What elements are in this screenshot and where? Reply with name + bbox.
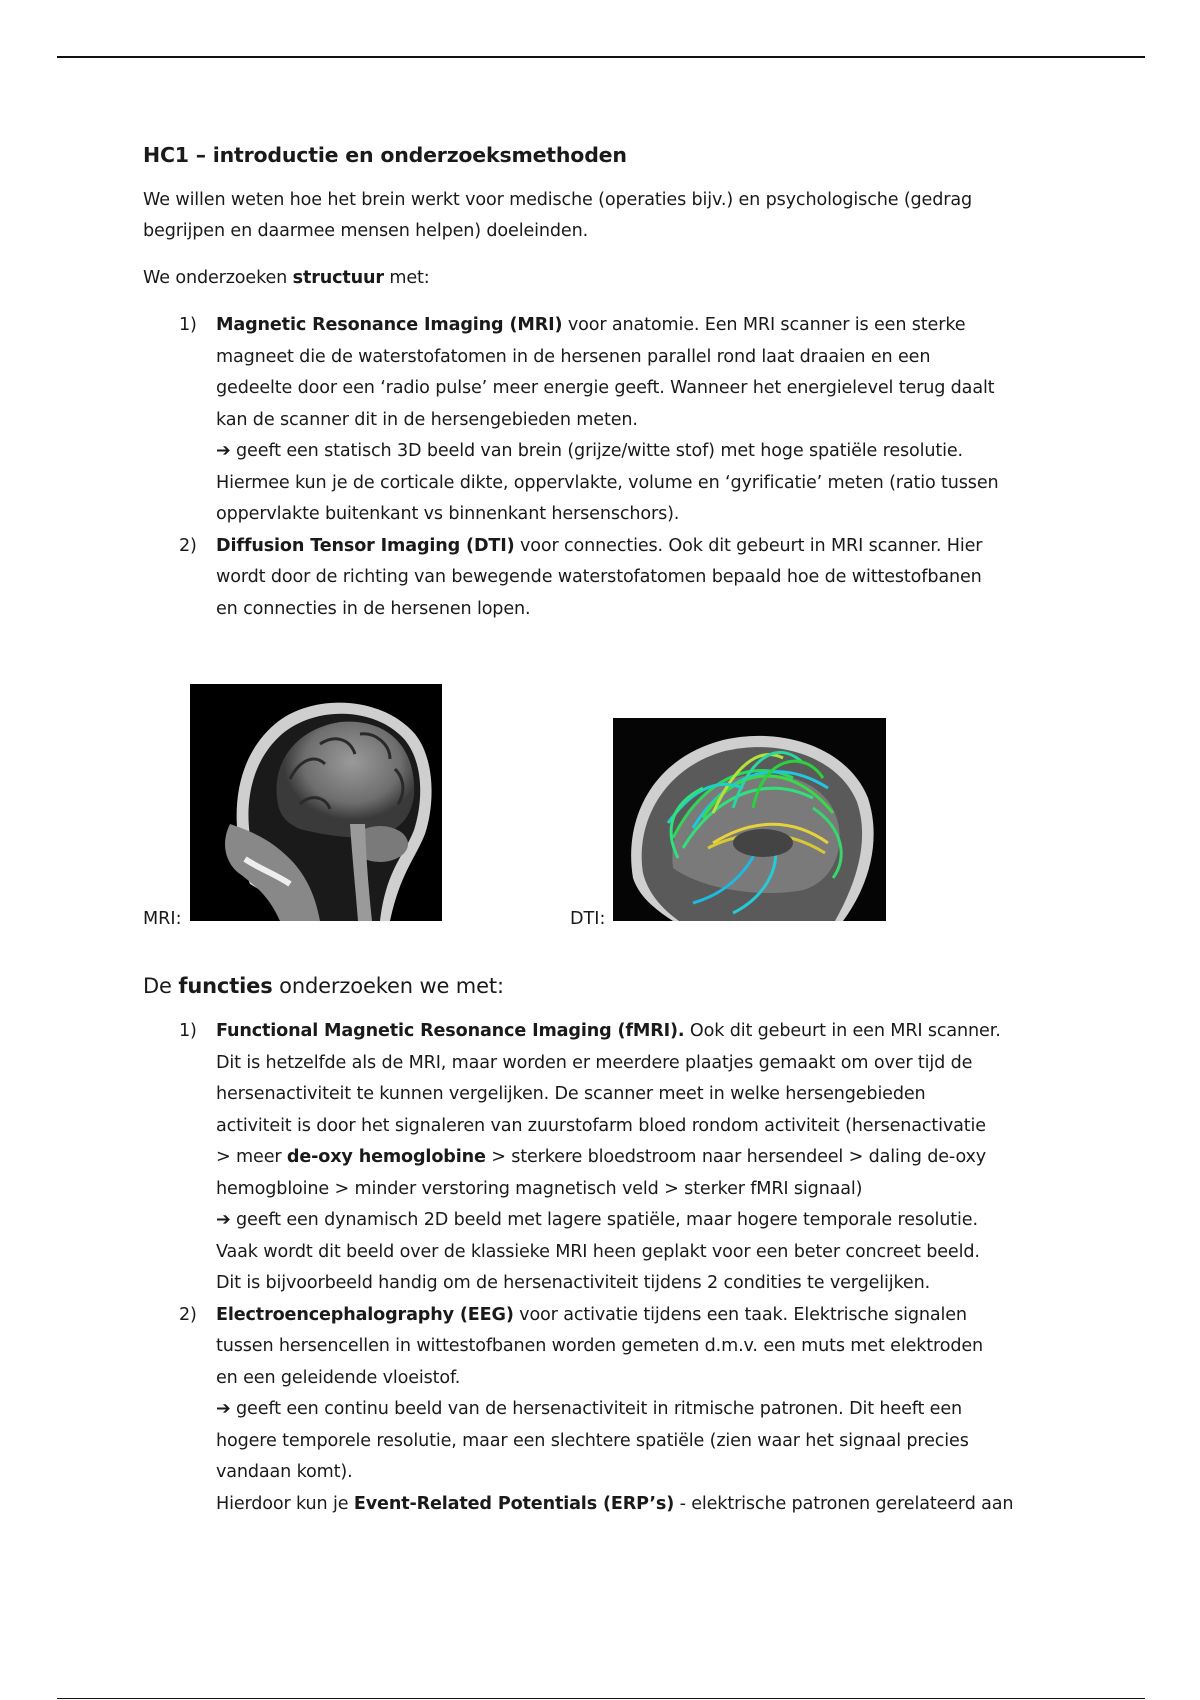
list-number: 1)	[179, 1021, 197, 1041]
eeg-line: vandaan komt).	[216, 1462, 353, 1482]
bottom-rule	[57, 1698, 1145, 1699]
intro-line: begrijpen en daarmee mensen helpen) doeleinden.	[143, 221, 589, 241]
dti-figure-label: DTI:	[570, 909, 606, 929]
list-item-dti	[143, 531, 1073, 626]
eeg-text: voor activatie tijdens een taak. Elektrische signalen	[513, 1304, 967, 1325]
functions-list	[143, 1016, 1073, 1520]
dti-text: voor connecties. Ook dit gebeurt in MRI scanner. Hier	[514, 535, 983, 556]
term-mri: Magnetic Resonance Imaging (MRI)	[216, 315, 563, 335]
dti-scan-image	[613, 718, 886, 921]
functions-intro-pre: De	[143, 974, 179, 998]
term-fmri: Functional Magnetic Resonance Imaging (fMRI).	[216, 1021, 685, 1041]
term-erp: Event-Related Potentials (ERP’s)	[353, 1493, 675, 1514]
hemo-post: > sterkere bloedstroom naar hersendeel > daling de-oxy	[485, 1147, 987, 1167]
eeg-line: tussen hersencellen in wittestofbanen worden gemeten d.m.v. een muts met elektroden	[216, 1336, 984, 1356]
hemo-pre: > meer	[216, 1147, 287, 1167]
term-dti: Diffusion Tensor Imaging (DTI)	[216, 535, 515, 556]
mri-line: magneet die de waterstofatomen in de hersenen parallel rond laat draaien en een	[216, 346, 931, 367]
figures-row	[143, 647, 1073, 957]
fmri-line: ➔ geeft een dynamisch 2D beeld met lagere spatiële, maar hogere temporale resolutie.	[216, 1210, 978, 1230]
mri-line: oppervlakte buitenkant vs binnenkant hersenschors).	[216, 504, 680, 524]
eeg-line: hogere temporele resolutie, maar een slechtere spatiële (zien waar het signaal precies	[216, 1430, 969, 1451]
mri-text: voor anatomie. Een MRI scanner is een sterke	[562, 315, 966, 335]
mri-line: Hiermee kun je de corticale dikte, oppervlakte, volume en ‘gyrificatie’ meten (ratio tussen	[216, 472, 999, 493]
structure-intro-bold: structuur	[292, 268, 384, 288]
functions-intro-post: onderzoeken we met:	[272, 974, 504, 998]
list-item-eeg	[143, 1300, 1073, 1521]
term-deoxy-hemoglobine: de-oxy hemoglobine	[286, 1147, 486, 1167]
mri-scan-image	[190, 684, 442, 921]
page-title: HC1 – introductie en onderzoeksmethoden	[143, 143, 627, 167]
eeg-line: ➔ geeft een continu beeld van de hersenactiviteit in ritmische patronen. Dit heeft een	[216, 1399, 963, 1419]
structure-list	[143, 310, 1073, 625]
mri-line: kan de scanner dit in de hersengebieden meten.	[216, 409, 638, 430]
dti-line: wordt door de richting van bewegende waterstofatomen bepaald hoe de wittestofbanen	[216, 567, 982, 587]
functions-intro	[143, 971, 1073, 1002]
fmri-line: hersenactiviteit te kunnen vergelijken. De scanner meet in welke hersengebieden	[216, 1084, 926, 1104]
structure-intro	[143, 263, 1073, 294]
term-eeg: Electroencephalography (EEG)	[216, 1304, 514, 1325]
intro-paragraph	[143, 185, 1073, 247]
fmri-line: Dit is hetzelfde als de MRI, maar worden er meerdere plaatjes gemaakt om over tijd de	[216, 1052, 973, 1073]
structure-intro-pre: We onderzoeken	[143, 268, 293, 288]
dti-line: en connecties in de hersenen lopen.	[216, 598, 531, 619]
mri-line: ➔ geeft een statisch 3D beeld van brein (grijze/witte stof) met hoge spatiële resolutie.	[216, 441, 963, 461]
document-body	[143, 143, 1073, 1520]
intro-line: We willen weten hoe het brein werkt voor medische (operaties bijv.) en psychologische (gedrag	[143, 190, 972, 210]
eeg-line: en een geleidende vloeistof.	[216, 1367, 461, 1388]
list-item-fmri	[143, 1016, 1073, 1300]
list-item-mri	[143, 310, 1073, 531]
top-rule	[57, 56, 1145, 58]
structure-intro-post: met:	[383, 268, 430, 288]
mri-figure-label: MRI:	[143, 909, 182, 929]
erp-pre: Hierdoor kun je	[216, 1493, 354, 1514]
fmri-hemo-line	[216, 1142, 1073, 1174]
fmri-text: Ook dit gebeurt in een MRI scanner.	[684, 1021, 1001, 1041]
fmri-line: Vaak wordt dit beeld over de klassieke MRI heen geplakt voor een beter concreet beeld.	[216, 1241, 980, 1262]
list-number: 2)	[179, 535, 197, 556]
fmri-line: Dit is bijvoorbeeld handig om de hersenactiviteit tijdens 2 condities te vergelijken.	[216, 1273, 931, 1293]
eeg-erp-line	[216, 1489, 1073, 1521]
erp-post: - elektrische patronen gerelateerd aan	[674, 1493, 1014, 1514]
list-number: 1)	[179, 315, 197, 335]
fmri-line: activiteit is door het signaleren van zuurstofarm bloed rondom activiteit (hersenactivatie	[216, 1115, 986, 1136]
functions-intro-bold: functies	[178, 974, 273, 998]
list-number: 2)	[179, 1304, 197, 1325]
mri-line: gedeelte door een ‘radio pulse’ meer energie geeft. Wanneer het energielevel terug daalt	[216, 378, 995, 398]
fmri-line: hemogbloine > minder verstoring magnetisch veld > sterker fMRI signaal)	[216, 1178, 863, 1199]
